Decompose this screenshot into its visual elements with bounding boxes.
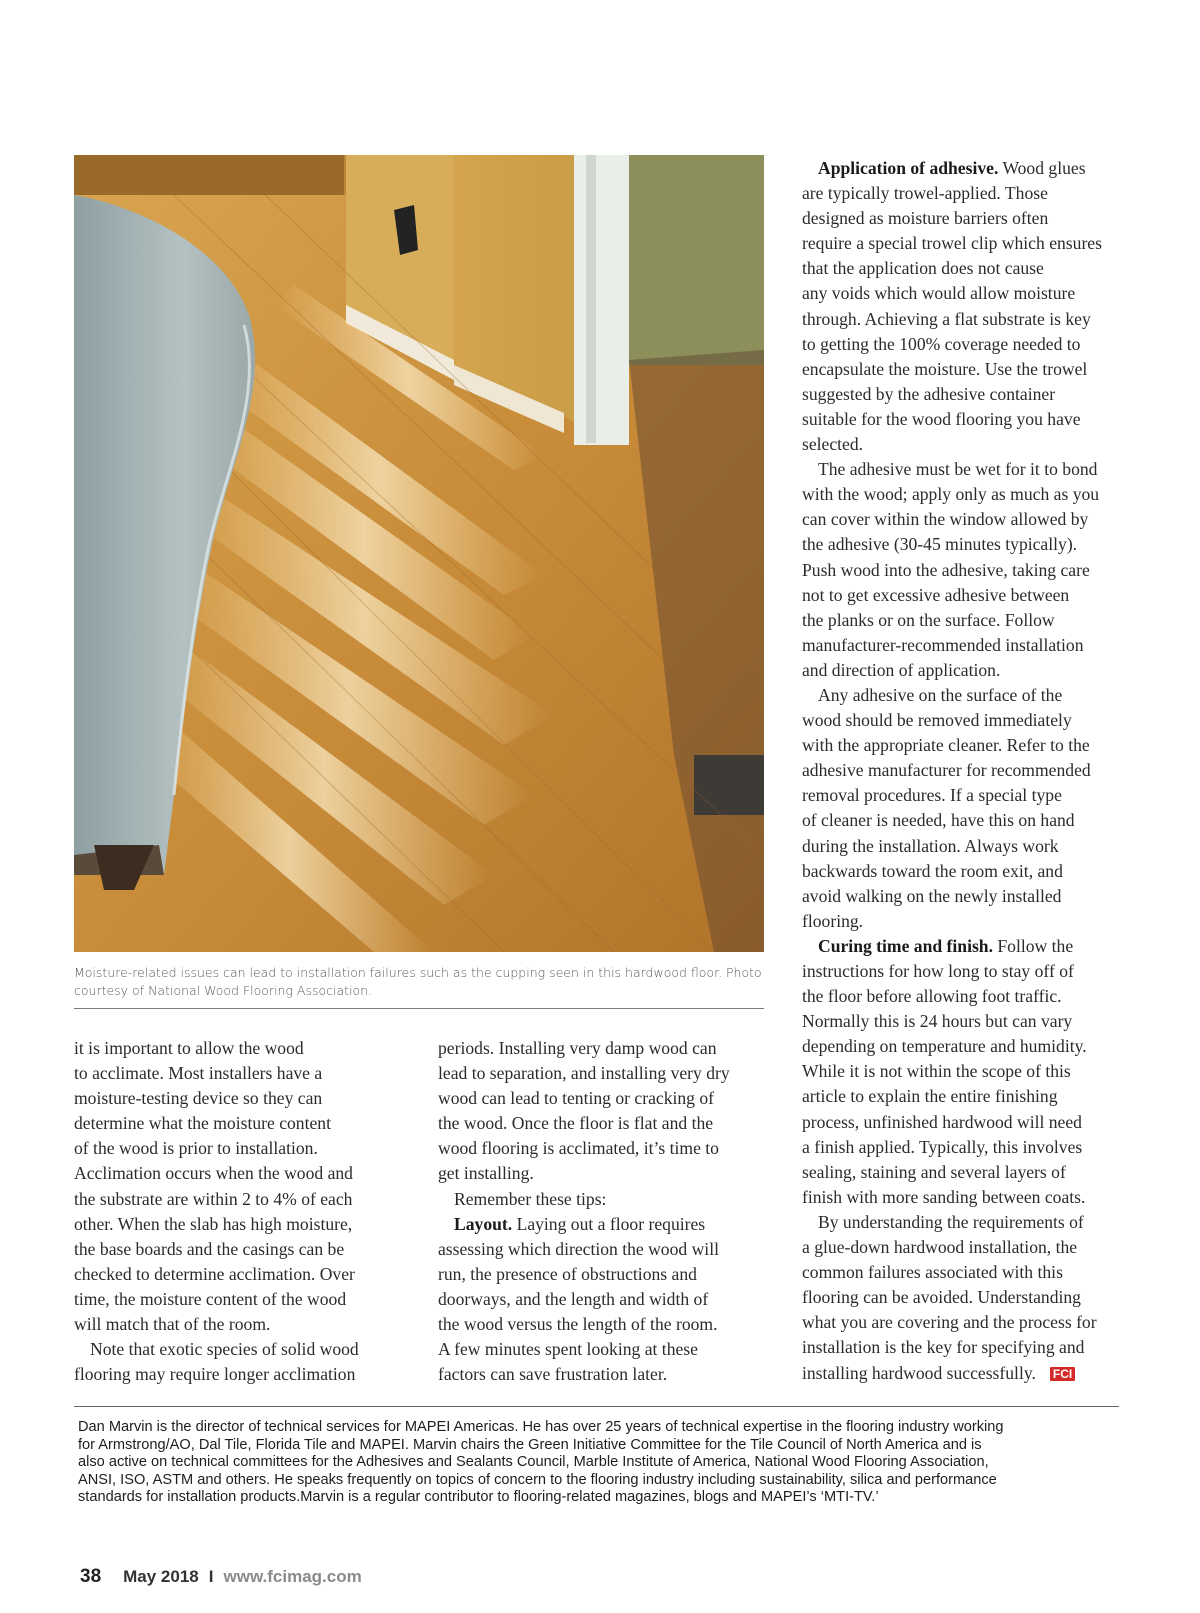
text-line: suitable for the wood flooring you have — [802, 408, 1081, 429]
text-line: are typically trowel-applied. Those — [802, 183, 1048, 204]
text-line: the wood. Once the floor is flat and the — [438, 1113, 714, 1134]
text-line: with the wood; apply only as much as you — [802, 484, 1100, 505]
text-line: Any adhesive on the surface of the — [818, 684, 1063, 705]
text-line: manufacturer-recommended installation — [802, 634, 1084, 655]
text-line: get installing. — [438, 1163, 534, 1184]
text-line: By understanding the requirements of — [818, 1211, 1084, 1232]
text-line: a finish applied. Typically, this involves — [802, 1136, 1083, 1157]
text-line: depending on temperature and humidity. — [802, 1036, 1087, 1057]
text-line: the floor before allowing foot traffic. — [802, 986, 1062, 1007]
text-line — [802, 156, 1132, 181]
author-bio — [78, 1419, 1118, 1507]
text-line: Normally this is 24 hours but can vary — [802, 1011, 1073, 1032]
text-run: Wood glues — [998, 158, 1086, 178]
text-line: flooring. — [802, 910, 864, 931]
text-line: designed as moisture barriers often — [802, 208, 1049, 229]
page-footer — [80, 1566, 362, 1588]
text-line: flooring can be avoided. Understanding — [802, 1287, 1081, 1308]
text-run: Follow the — [993, 935, 1074, 956]
text-line: factors can save frustration later. — [438, 1364, 668, 1385]
caption-line: Moisture-related issues can lead to installation failures such as the cupping seen in this hardwood floor. Photo — [74, 965, 762, 980]
text-line: other. When the slab has high moisture, — [74, 1213, 353, 1234]
paragraph — [438, 1036, 768, 1187]
text-line: the wood versus the length of the room. — [438, 1314, 718, 1335]
text-line: a glue-down hardwood installation, the — [802, 1237, 1078, 1258]
footer-separator: I — [208, 1567, 214, 1586]
text-line: process, unfinished hardwood will need — [802, 1111, 1082, 1132]
text-line: of the wood is prior to installation. — [74, 1138, 318, 1159]
text-line: it is important to allow the wood — [74, 1038, 304, 1058]
text-run: Laying out a floor requires — [512, 1213, 706, 1234]
text-line: what you are covering and the process for — [802, 1312, 1097, 1333]
subheading-layout: Layout. — [454, 1213, 513, 1234]
subheading-adhesive: Application of adhesive. — [818, 158, 999, 178]
paragraph — [74, 1036, 404, 1337]
text-line: avoid walking on the newly installed — [802, 885, 1062, 906]
text-line: checked to determine acclimation. Over — [74, 1263, 355, 1284]
text-line: periods. Installing very damp wood can — [438, 1038, 717, 1058]
text-line: doorways, and the length and width of — [438, 1288, 709, 1309]
text-line: wood can lead to tenting or cracking of — [438, 1088, 715, 1109]
body-column-1 — [74, 1036, 404, 1387]
bio-line: ANSI, ISO, ASTM and others. He speaks frequently on topics of concern to the flooring industry including sustainability, silica and performance — [78, 1471, 997, 1488]
text-line: during the installation. Always work — [802, 835, 1059, 856]
issue-date: May 2018 — [123, 1567, 199, 1586]
bio-line: also active on technical committees for the Adhesives and Sealants Council, Marble Institute of America, National Wood Flooring Association, — [78, 1454, 989, 1471]
text-line: the planks or on the surface. Follow — [802, 609, 1055, 630]
text-line: wood flooring is acclimated, it’s time to — [438, 1138, 719, 1159]
text-line: sealing, staining and several layers of — [802, 1161, 1066, 1182]
paragraph — [802, 934, 1132, 1210]
article-photo — [74, 155, 764, 952]
text-line: time, the moisture content of the wood — [74, 1288, 347, 1309]
text-line: require a special trowel clip which ensures — [802, 233, 1102, 254]
paragraph — [802, 457, 1132, 683]
text-line: While it is not within the scope of this — [802, 1061, 1071, 1082]
text-line: finish with more sanding between coats. — [802, 1186, 1086, 1207]
text-line: to getting the 100% coverage needed to — [802, 333, 1081, 354]
text-line — [802, 934, 1132, 959]
text-line: flooring may require longer acclimation — [74, 1364, 356, 1385]
text-line: and direction of application. — [802, 659, 1001, 680]
text-line: suggested by the adhesive container — [802, 383, 1056, 404]
text-line: with the appropriate cleaner. Refer to the — [802, 735, 1090, 756]
text-line: Note that exotic species of solid wood — [90, 1339, 359, 1360]
paragraph — [802, 1210, 1132, 1386]
text-line: the substrate are within 2 to 4% of each — [74, 1188, 353, 1209]
text-line: through. Achieving a flat substrate is key — [802, 308, 1091, 329]
text-line: The adhesive must be wet for it to bond — [818, 459, 1098, 480]
text-line: determine what the moisture content — [74, 1113, 331, 1134]
text-line: instructions for how long to stay off of — [802, 961, 1074, 981]
text-line: can cover within the window allowed by — [802, 509, 1089, 530]
text-line — [802, 1361, 1132, 1386]
text-line: A few minutes spent looking at these — [438, 1339, 698, 1360]
text-line: Remember these tips: — [454, 1188, 607, 1209]
text-line: encapsulate the moisture. Use the trowel — [802, 358, 1088, 379]
site-url[interactable]: www.fcimag.com — [223, 1567, 362, 1586]
text-line: to acclimate. Most installers have a — [74, 1063, 323, 1084]
paragraph — [438, 1212, 768, 1388]
caption-divider — [74, 1008, 764, 1009]
fci-end-mark-icon: FCI — [1050, 1367, 1075, 1381]
text-line: not to get excessive adhesive between — [802, 584, 1070, 605]
page-number: 38 — [80, 1566, 102, 1587]
text-run: installing hardwood successfully. — [802, 1362, 1036, 1383]
subheading-curing: Curing time and finish. — [818, 935, 993, 956]
paragraph — [802, 156, 1132, 457]
text-line: wood should be removed immediately — [802, 710, 1072, 731]
text-line: Push wood into the adhesive, taking care — [802, 559, 1090, 580]
text-line: assessing which direction the wood will — [438, 1238, 719, 1259]
paragraph — [802, 683, 1132, 934]
text-line: adhesive manufacturer for recommended — [802, 760, 1091, 781]
text-line: article to explain the entire finishing — [802, 1086, 1058, 1107]
caption-line: courtesy of National Wood Flooring Association. — [74, 983, 373, 998]
text-line: the base boards and the casings can be — [74, 1238, 345, 1259]
text-line: that the application does not cause — [802, 258, 1044, 279]
paragraph — [438, 1187, 768, 1212]
text-line: the adhesive (30-45 minutes typically). — [802, 534, 1078, 555]
text-line — [438, 1212, 768, 1237]
text-line: moisture-testing device so they can — [74, 1088, 323, 1109]
text-line: Acclimation occurs when the wood and — [74, 1163, 353, 1184]
body-column-3 — [802, 156, 1132, 1386]
photo-caption — [74, 964, 764, 1000]
bio-line: Dan Marvin is the director of technical services for MAPEI Americas. He has over 25 years of technical expertise in the flooring industry working — [78, 1419, 1004, 1435]
paragraph — [74, 1337, 404, 1387]
text-line: common failures associated with this — [802, 1262, 1063, 1283]
text-line: installation is the key for specifying and — [802, 1337, 1085, 1358]
bio-divider — [74, 1406, 1119, 1407]
text-line: will match that of the room. — [74, 1314, 271, 1335]
bio-line: standards for installation products.Marvin is a regular contributor to flooring-related magazines, blogs and MAPEI’s ‘MTI-TV.’ — [78, 1489, 879, 1506]
floor-photo-illustration — [74, 155, 764, 952]
text-line: lead to separation, and installing very dry — [438, 1063, 730, 1084]
bio-line: for Armstrong/AO, Dal Tile, Florida Tile and MAPEI. Marvin chairs the Green Initiative Committee for the Tile Council of North America and is — [78, 1436, 982, 1453]
text-line: removal procedures. If a special type — [802, 785, 1062, 806]
text-line: of cleaner is needed, have this on hand — [802, 810, 1075, 831]
text-line: selected. — [802, 434, 864, 455]
body-column-2 — [438, 1036, 768, 1387]
text-line: any voids which would allow moisture — [802, 283, 1076, 304]
text-line: backwards toward the room exit, and — [802, 860, 1063, 881]
text-line: run, the presence of obstructions and — [438, 1263, 697, 1284]
